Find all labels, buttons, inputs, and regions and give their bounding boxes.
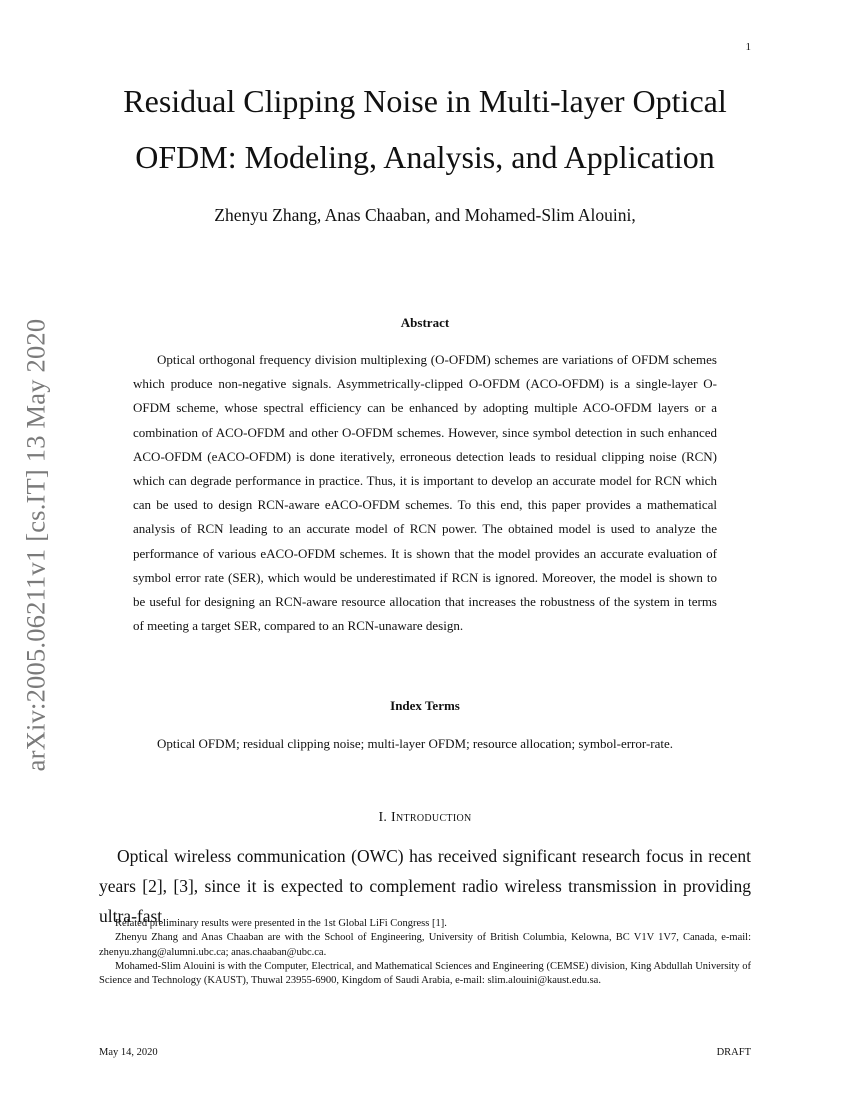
index-terms-body: Optical OFDM; residual clipping noise; multi-layer OFDM; resource allocation; symbol-error-rate. <box>157 736 674 751</box>
author-list: Zhenyu Zhang, Anas Chaaban, and Mohamed-Slim Alouini, <box>214 205 636 225</box>
introduction-body: Optical wireless communication (OWC) has received significant research focus in recent years [2], [3], since it is expected to complement radio wireless transmission in providing ultra-fast <box>99 846 751 926</box>
footnote-author-affiliation-ubc: Zhenyu Zhang and Anas Chaaban are with the School of Engineering, University of British Columbia, Kelowna, BC V1V 1V7, Canada, e-mail: zhenyu.zhang@alumni.ubc.ca; anas.chaaban@ubc.ca. <box>99 932 751 958</box>
arxiv-identifier-stamp: arXiv:2005.06211v1 [cs.IT] 13 May 2020 <box>20 318 51 772</box>
footnote-preliminary-results: Related preliminary results were presented in the 1st Global LiFi Congress [1]. <box>115 918 447 929</box>
footnotes <box>99 917 751 988</box>
paper-title-line-2: OFDM: Modeling, Analysis, and Application <box>135 139 715 175</box>
footer-date: May 14, 2020 <box>99 1047 158 1058</box>
introduction-section-title: Introduction <box>391 810 472 825</box>
paper-title-line-1: Residual Clipping Noise in Multi-layer Optical <box>123 83 727 119</box>
index-terms-heading: Index Terms <box>390 698 460 713</box>
introduction-section-number: I. <box>378 810 392 825</box>
footer-draft-label: DRAFT <box>716 1047 751 1058</box>
abstract-heading: Abstract <box>400 315 450 330</box>
abstract-body: Optical orthogonal frequency division multiplexing (O-OFDM) schemes are variations of OFDM schemes which produce non-negative signals. Asymmetrically-clipped O-OFDM (ACO-OFDM) is a single-layer O-OFDM scheme, whose spectral efficiency can be enhanced by adopting multiple ACO-OFDM layers or a combination of ACO-OFDM and other O-OFDM schemes. However, since symbol detection in such enhanced ACO-OFDM (eACO-OFDM) is done iteratively, erroneous detection leads to residual clipping noise (RCN) which can degrade performance in practice. Thus, it is important to develop an accurate model for RCN which can be used to design RCN-aware eACO-OFDM schemes. To this end, this paper provides a mathematical analysis of RCN leading to an accurate model of RCN power. The obtained model is used to analyze the performance of various eACO-OFDM schemes. It is shown that the model provides an accurate evaluation of symbol error rate (SER), which would be underestimated if RCN is ignored. Moreover, the model is shown to be useful for designing an RCN-aware resource allocation that increases the robustness of the system in terms of meeting a target SER, compared to an RCN-unaware design. <box>133 352 717 634</box>
footnote-author-affiliation-kaust: Mohamed-Slim Alouini is with the Computer, Electrical, and Mathematical Sciences and Engineering (CEMSE) division, King Abdullah University of Science and Technology (KAUST), Thuwal 23955-6900, Kingdom of Saudi Arabia, e-mail: slim.alouini@kaust.edu.sa. <box>99 960 751 987</box>
page-number: 1 <box>745 41 751 53</box>
introduction-heading <box>0 810 850 826</box>
